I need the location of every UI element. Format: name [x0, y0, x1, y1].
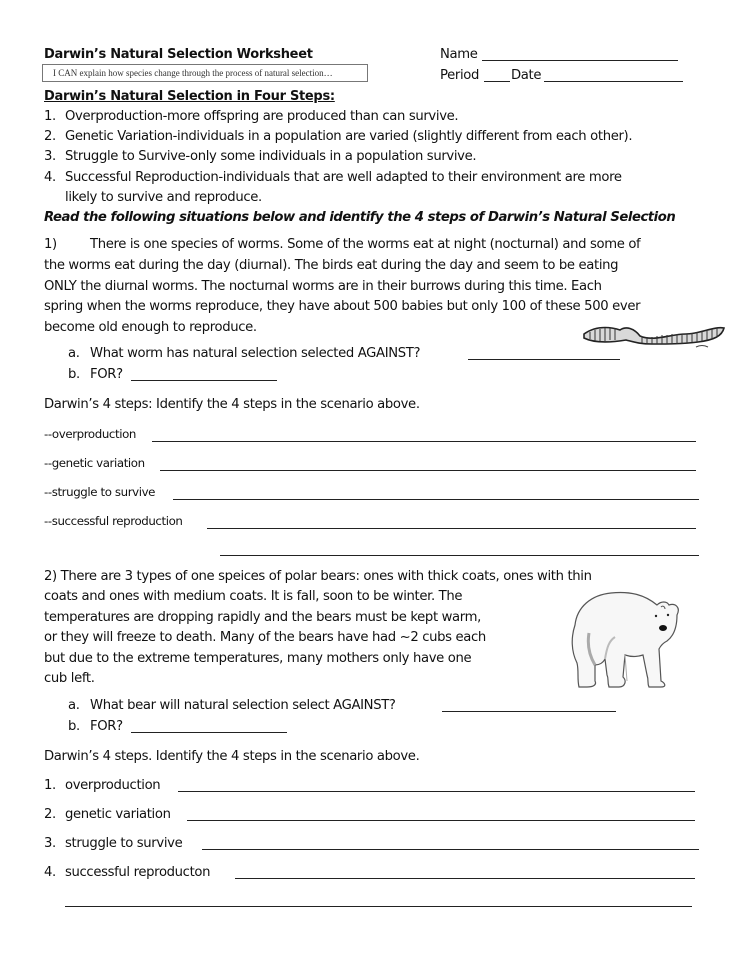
step-3-num: 3. — [44, 149, 56, 164]
scenario-1-genetic-variation-field[interactable] — [160, 470, 696, 471]
date-field[interactable] — [544, 81, 683, 82]
scenario-2-question-a: What bear will natural selection select AGAINST? — [90, 698, 396, 713]
scenario-1-against-answer-field[interactable] — [468, 359, 620, 360]
scenario-1-reproduction-field[interactable] — [207, 528, 696, 529]
scenario-1-question-b: FOR? — [90, 367, 123, 382]
scenario-2-genetic-variation-field[interactable] — [187, 820, 695, 821]
scenario-2-step-2-num: 2. — [44, 807, 56, 822]
scenario-1-number: 1) — [44, 237, 57, 252]
scenario-2-step-3-num: 3. — [44, 836, 56, 851]
scenario-2-genetic-variation-label: genetic variation — [65, 807, 171, 822]
step-3-text: Struggle to Survive-only some individuals in a population survive. — [65, 149, 477, 164]
scenario-2-step-1-num: 1. — [44, 778, 56, 793]
scenario-1-line-1: There is one species of worms. Some of the worms eat at night (nocturnal) and some of — [90, 237, 641, 252]
step-4-num: 4. — [44, 170, 56, 185]
scenario-1-steps-prompt: Darwin’s 4 steps: Identify the 4 steps in the scenario above. — [44, 397, 420, 412]
step-1-num: 1. — [44, 109, 56, 124]
scenario-2-line-2: coats and ones with medium coats. It is fall, soon to be winter. The — [44, 589, 463, 604]
period-label: Period — [440, 68, 480, 83]
polar-bear-illustration — [565, 585, 690, 690]
scenario-1-for-answer-field[interactable] — [131, 380, 277, 381]
scenario-1-reproduction-label: --successful reproduction — [44, 514, 183, 528]
scenario-2-line-6: cub left. — [44, 671, 95, 686]
scenario-2-line-5: but due to the extreme temperatures, many mothers only have one — [44, 651, 472, 666]
scenario-2-steps-prompt: Darwin’s 4 steps. Identify the 4 steps in the scenario above. — [44, 749, 420, 764]
scenario-1-question-a-label: a. — [68, 346, 80, 361]
scenario-1-line-5: become old enough to reproduce. — [44, 320, 257, 335]
worksheet-title: Darwin’s Natural Selection Worksheet — [44, 47, 313, 62]
steps-heading: Darwin’s Natural Selection in Four Steps: — [44, 89, 335, 104]
scenario-1-overproduction-label: --overproduction — [44, 427, 136, 441]
scenario-2-struggle-field[interactable] — [202, 849, 699, 850]
scenario-2-overproduction-field[interactable] — [178, 791, 695, 792]
scenario-1-extra-answer-field[interactable] — [220, 555, 699, 556]
period-field[interactable] — [484, 81, 510, 82]
date-label: Date — [511, 68, 542, 83]
name-label: Name — [440, 47, 478, 62]
scenario-2-for-answer-field[interactable] — [131, 732, 287, 733]
scenario-1-line-4: spring when the worms reproduce, they have about 500 babies but only 100 of these 500 ever — [44, 299, 641, 314]
step-1-text: Overproduction-more offspring are produced than can survive. — [65, 109, 459, 124]
step-2-num: 2. — [44, 129, 56, 144]
scenario-2-step-4-num: 4. — [44, 865, 56, 880]
name-field[interactable] — [482, 60, 678, 61]
step-4-text: Successful Reproduction-individuals that are well adapted to their environment are more — [65, 170, 622, 185]
scenario-2-line-4: or they will freeze to death. Many of the bears have had ~2 cubs each — [44, 630, 486, 645]
scenario-2-line-1: 2) There are 3 types of one speices of polar bears: ones with thick coats, ones with thin — [44, 569, 592, 584]
scenario-1-line-3: ONLY the diurnal worms. The nocturnal worms are in their burrows during this time. Each — [44, 279, 602, 294]
step-2-text: Genetic Variation-individuals in a population are varied (slightly different from each other). — [65, 129, 633, 144]
scenario-1-overproduction-field[interactable] — [152, 441, 696, 442]
instructions: Read the following situations below and identify the 4 steps of Darwin’s Natural Selection — [44, 210, 676, 225]
scenario-2-struggle-label: struggle to survive — [65, 836, 183, 851]
worm-illustration — [578, 320, 730, 352]
scenario-2-overproduction-label: overproduction — [65, 778, 161, 793]
scenario-2-reproduction-label: successful reproducton — [65, 865, 211, 880]
i-can-statement-box: I CAN explain how species change through the process of natural selection… — [42, 64, 368, 82]
scenario-2-question-b-label: b. — [68, 719, 80, 734]
scenario-1-struggle-label: --struggle to survive — [44, 485, 156, 499]
scenario-1-question-a: What worm has natural selection selected AGAINST? — [90, 346, 421, 361]
scenario-2-line-3: temperatures are dropping rapidly and the bears must be kept warm, — [44, 610, 481, 625]
scenario-1-struggle-field[interactable] — [173, 499, 699, 500]
scenario-1-question-b-label: b. — [68, 367, 80, 382]
scenario-2-reproduction-field[interactable] — [235, 878, 695, 879]
scenario-1-genetic-variation-label: --genetic variation — [44, 456, 145, 470]
scenario-1-line-2: the worms eat during the day (diurnal). The birds eat during the day and seem to be eating — [44, 258, 619, 273]
scenario-2-question-a-label: a. — [68, 698, 80, 713]
step-4-text-cont: likely to survive and reproduce. — [65, 190, 262, 205]
scenario-2-question-b: FOR? — [90, 719, 123, 734]
scenario-2-extra-answer-field[interactable] — [65, 906, 692, 907]
scenario-2-against-answer-field[interactable] — [442, 711, 616, 712]
